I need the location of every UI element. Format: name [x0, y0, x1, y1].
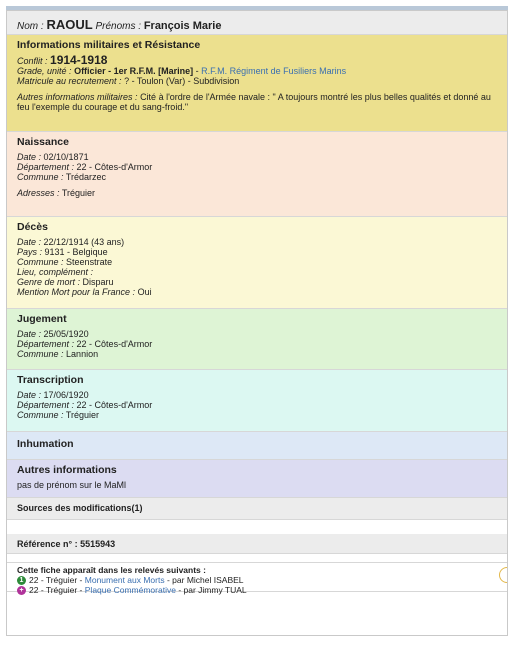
naissance-title: Naissance [17, 136, 69, 148]
section-naissance [7, 132, 507, 217]
releve-link-plaque[interactable]: Plaque Commémorative [84, 585, 176, 595]
grade-value: Officier - 1er R.F.M. [Marine] [74, 66, 194, 76]
dec-genre: Disparu [82, 277, 114, 287]
section-autres [7, 460, 507, 498]
nais-dept-label: Département : [17, 162, 75, 172]
nom-value: RAOUL [46, 17, 93, 32]
releve-prefix: 22 - Tréguier - [29, 585, 83, 595]
jug-dept-label: Département : [17, 339, 75, 349]
section-releves [7, 562, 507, 595]
dec-mention: Oui [137, 287, 152, 297]
reference-label: Référence n° : [17, 539, 78, 549]
dec-pays: 9131 - Belgique [44, 247, 108, 257]
grade-sep: - [193, 66, 202, 76]
tra-dept-label: Département : [17, 400, 75, 410]
prenoms-value: François Marie [143, 20, 222, 32]
jug-date-label: Date : [17, 329, 42, 339]
nais-date-label: Date : [17, 152, 42, 162]
autres-text: pas de prénom sur le MaMl [17, 480, 127, 490]
jugement-title: Jugement [17, 313, 67, 325]
nais-date: 02/10/1871 [43, 152, 89, 162]
section-reference [7, 534, 507, 554]
dec-genre-label: Genre de mort : [17, 277, 81, 287]
section-deces [7, 217, 507, 309]
matricule-value: ? - Toulon (Var) - Subdivision [124, 76, 240, 86]
spacer [7, 520, 507, 534]
section-sources [7, 498, 507, 520]
unite-link[interactable]: R.F.M. Régiment de Fusiliers Marins [201, 66, 347, 76]
monument-icon: 1 [17, 576, 26, 585]
nom-label: Nom : [17, 21, 44, 32]
dec-commune: Steenstrate [66, 257, 113, 267]
jug-commune-label: Commune : [17, 349, 64, 359]
fiche-card [6, 10, 508, 636]
matricule-label: Matricule au recrutement : [17, 76, 122, 86]
dec-pays-label: Pays : [17, 247, 43, 257]
nais-adresses: Tréguier [61, 188, 96, 198]
releve-item [17, 585, 497, 595]
autres-title: Autres informations [17, 464, 117, 476]
circle-icon [499, 567, 508, 583]
jug-commune: Lannion [66, 349, 99, 359]
grade-label: Grade, unité : [17, 66, 72, 76]
militaire-title: Informations militaires et Résistance [17, 39, 201, 51]
nais-adresses-label: Adresses : [17, 188, 60, 198]
jug-dept: 22 - Côtes-d'Armor [76, 339, 153, 349]
section-inhumation [7, 432, 507, 460]
plaque-icon: + [17, 586, 26, 595]
jug-date: 25/05/1920 [43, 329, 89, 339]
nais-commune-label: Commune : [17, 172, 64, 182]
dec-date-label: Date : [17, 237, 42, 247]
releve-link-monument[interactable]: Monument aux Morts [84, 575, 165, 585]
section-transcription [7, 370, 507, 432]
dec-lieu-label: Lieu, complément : [17, 267, 94, 277]
releve-item [17, 575, 497, 585]
releve-suffix: - par Michel ISABEL [166, 575, 244, 585]
tra-date: 17/06/1920 [43, 390, 89, 400]
autres-mil-value: Cité à l'ordre de l'Armée navale : " A toujours montré les plus belles qualités et donné au feu l'exemple du courage et du sang-froid." [17, 92, 491, 112]
transcription-title: Transcription [17, 374, 84, 386]
tra-commune: Tréguier [65, 410, 100, 420]
releves-title: Cette fiche apparaît dans les relevés suivants : [17, 565, 206, 575]
dec-commune-label: Commune : [17, 257, 64, 267]
nais-dept: 22 - Côtes-d'Armor [76, 162, 153, 172]
section-militaire [7, 35, 507, 132]
releve-prefix: 22 - Tréguier - [29, 575, 83, 585]
tra-commune-label: Commune : [17, 410, 64, 420]
deces-title: Décès [17, 221, 48, 233]
conflit-value: 1914-1918 [50, 53, 108, 67]
dec-date: 22/12/1914 (43 ans) [43, 237, 125, 247]
autres-mil-label: Autres informations militaires : [17, 92, 138, 102]
section-jugement [7, 309, 507, 370]
tra-date-label: Date : [17, 390, 42, 400]
tra-dept: 22 - Côtes-d'Armor [76, 400, 153, 410]
nais-commune: Trédarzec [65, 172, 107, 182]
name-header [7, 11, 507, 35]
reference-value: 5515943 [80, 539, 116, 549]
spacer-2 [7, 554, 507, 562]
inhumation-title: Inhumation [17, 438, 74, 450]
conflit-label: Conflit : [17, 56, 48, 66]
sources-title: Sources des modifications(1) [17, 503, 143, 513]
releve-suffix: - par Jimmy TUAL [178, 585, 247, 595]
dec-mention-label: Mention Mort pour la France : [17, 287, 136, 297]
prenoms-label: Prénoms : [95, 21, 142, 32]
